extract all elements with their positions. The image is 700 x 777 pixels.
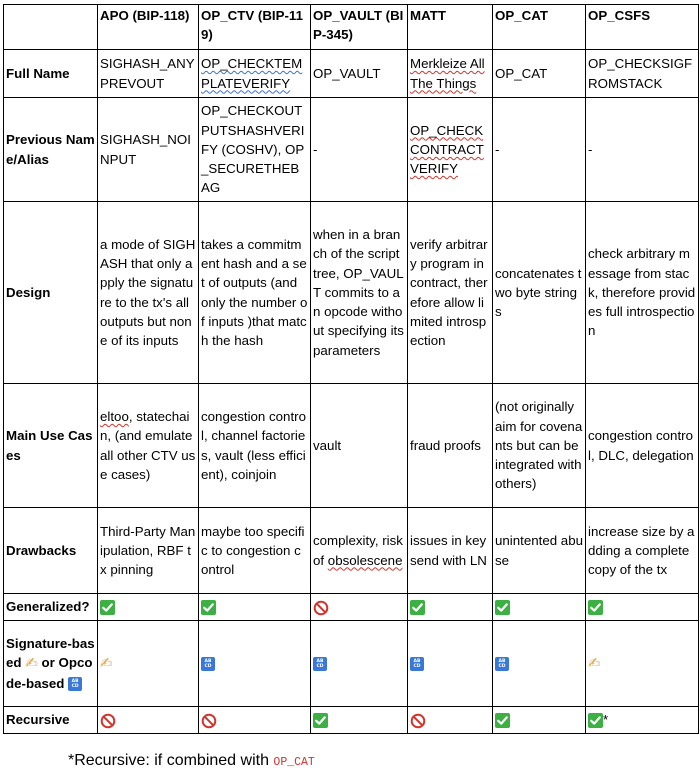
cell-gen-apo [98, 594, 199, 621]
prohibited-icon [201, 713, 217, 729]
cell-use-matt: fraud proofs [408, 384, 493, 508]
cell-prev-op-csfs: - [586, 98, 699, 202]
cell-use-op-cat: (not originally aim for covenants but can be integrated with others) [493, 384, 586, 508]
footnote-code: OP_CAT [273, 756, 315, 769]
row-generalized [4, 594, 699, 621]
writing-hand-icon: ✍ [25, 654, 38, 673]
row-label-drawbacks: Drawbacks [4, 508, 98, 594]
cell-sig-apo [98, 621, 199, 707]
row-recursive [4, 707, 699, 734]
check-icon [313, 713, 328, 728]
cell-use-op-csfs: congestion control, DLC, delegation [586, 384, 699, 508]
cell-rec-op-cat [493, 707, 586, 734]
cell-full-name-op-vault: OP_VAULT [311, 50, 408, 98]
cell-full-name-apo: SIGHASH_ANYPREVOUT [98, 50, 199, 98]
cell-text: OP_CHECKCONTRACTVERIFY [410, 122, 484, 177]
header-matt: MATT [408, 5, 493, 50]
cell-prev-op-vault: - [311, 98, 408, 202]
cell-prev-op-cat: - [493, 98, 586, 202]
cell-draw-op-cat: unintented abuse [493, 508, 586, 594]
cell-rec-op-ctv [199, 707, 311, 734]
check-icon [588, 713, 603, 728]
prohibited-icon [100, 713, 116, 729]
row-label-use-cases: Main Use Cases [4, 384, 98, 508]
abcd-icon: AB CD [68, 677, 82, 691]
cell-text: Merkleize All The Things [410, 56, 485, 91]
cell-use-op-vault: vault [311, 384, 408, 508]
cell-prev-matt [408, 98, 493, 202]
cell-text-underlined: obsolescene [327, 552, 403, 568]
cell-design-op-csfs: check arbitrary message from stack, therefore provides full introspection [586, 202, 699, 384]
cell-rec-apo [98, 707, 199, 734]
row-label-recursive: Recursive [4, 707, 98, 734]
header-op-cat: OP_CAT [493, 5, 586, 50]
row-previous-name [4, 98, 699, 202]
check-icon [588, 600, 603, 615]
cell-design-matt: verify arbitrary program in contract, therefore allow limited introspection [408, 202, 493, 384]
writing-hand-icon: ✍ [588, 654, 601, 673]
row-use-cases [4, 384, 699, 508]
cell-design-op-cat: concatenates two byte strings [493, 202, 586, 384]
comparison-table [3, 4, 699, 734]
cell-sig-op-vault [311, 621, 408, 707]
abcd-icon: AB CD [410, 657, 424, 671]
row-label-signature-opcode [4, 621, 98, 707]
cell-full-name-matt [408, 50, 493, 98]
cell-use-op-ctv: congestion control, channel factories, vault (less efficient), coinjoin [199, 384, 311, 508]
check-icon [201, 600, 216, 615]
cell-gen-op-csfs [586, 594, 699, 621]
footnote-text: *Recursive: if combined with [68, 752, 274, 769]
header-op-csfs: OP_CSFS [586, 5, 699, 50]
abcd-icon: AB CD [313, 657, 327, 671]
cell-design-op-vault: when in a branch of the script tree, OP_VAULT commits to an opcode without specifying its parameters [311, 202, 408, 384]
label-part: Signature-based [6, 636, 95, 671]
header-op-vault: OP_VAULT (BIP-345) [311, 5, 408, 50]
cell-full-name-op-cat: OP_CAT [493, 50, 586, 98]
cell-text-underlined: eltoo [100, 408, 129, 424]
row-signature-opcode [4, 621, 699, 707]
cell-gen-op-vault [311, 594, 408, 621]
cell-text: OP_CHECKTEMPLATEVERIFY [201, 56, 303, 91]
cell-full-name-op-csfs: OP_CHECKSIGFROMSTACK [586, 50, 699, 98]
header-row [4, 5, 699, 50]
header-corner [4, 5, 98, 50]
cell-sig-op-csfs [586, 621, 699, 707]
row-label-generalized: Generalized? [4, 594, 98, 621]
cell-draw-op-ctv: maybe too specific to congestion control [199, 508, 311, 594]
cell-sig-matt [408, 621, 493, 707]
check-icon [410, 600, 425, 615]
cell-sig-op-ctv [199, 621, 311, 707]
cell-text: , statechain, (and emulate all other CTV use cases) [100, 408, 196, 482]
cell-rec-op-vault [311, 707, 408, 734]
cell-draw-op-csfs: increase size by adding a complete copy of the tx [586, 508, 699, 594]
cell-gen-op-ctv [199, 594, 311, 621]
cell-rec-matt [408, 707, 493, 734]
row-full-name [4, 50, 699, 98]
cell-rec-op-csfs [586, 707, 699, 734]
row-label-full-name: Full Name [4, 50, 98, 98]
cell-text: complexity, risk of [313, 533, 403, 568]
cell-design-op-ctv: takes a commitment hash and a set of outputs (and only the number of inputs )that match the hash [199, 202, 311, 384]
cell-full-name-op-ctv [199, 50, 311, 98]
footnote-marker: * [603, 712, 609, 728]
cell-gen-op-cat [493, 594, 586, 621]
cell-design-apo: a mode of SIGHASH that only apply the signature to the tx's all outputs but none of its inputs [98, 202, 199, 384]
abcd-icon: AB CD [495, 657, 509, 671]
header-apo: APO (BIP-118) [98, 5, 199, 50]
cell-gen-matt [408, 594, 493, 621]
label-part: or Opcode-based [6, 655, 93, 691]
check-icon [495, 713, 510, 728]
cell-prev-op-ctv: OP_CHECKOUTPUTSHASHVERIFY (COSHV), OP_SECURETHEBAG [199, 98, 311, 202]
cell-draw-apo: Third-Party Manipulation, RBF tx pinning [98, 508, 199, 594]
row-design [4, 202, 699, 384]
row-label-design: Design [4, 202, 98, 384]
cell-draw-op-vault [311, 508, 408, 594]
row-label-previous-name: Previous Name/Alias [4, 98, 98, 202]
writing-hand-icon: ✍ [100, 654, 113, 673]
row-drawbacks [4, 508, 699, 594]
cell-sig-op-cat [493, 621, 586, 707]
prohibited-icon [313, 600, 329, 616]
check-icon [495, 600, 510, 615]
cell-draw-matt: issues in keysend with LN [408, 508, 493, 594]
prohibited-icon [410, 713, 426, 729]
footnote [68, 752, 315, 770]
cell-prev-apo: SIGHASH_NOINPUT [98, 98, 199, 202]
check-icon [100, 600, 115, 615]
abcd-icon: AB CD [201, 657, 215, 671]
icon-slot [588, 712, 603, 727]
cell-use-apo [98, 384, 199, 508]
header-op-ctv: OP_CTV (BIP-119) [199, 5, 311, 50]
